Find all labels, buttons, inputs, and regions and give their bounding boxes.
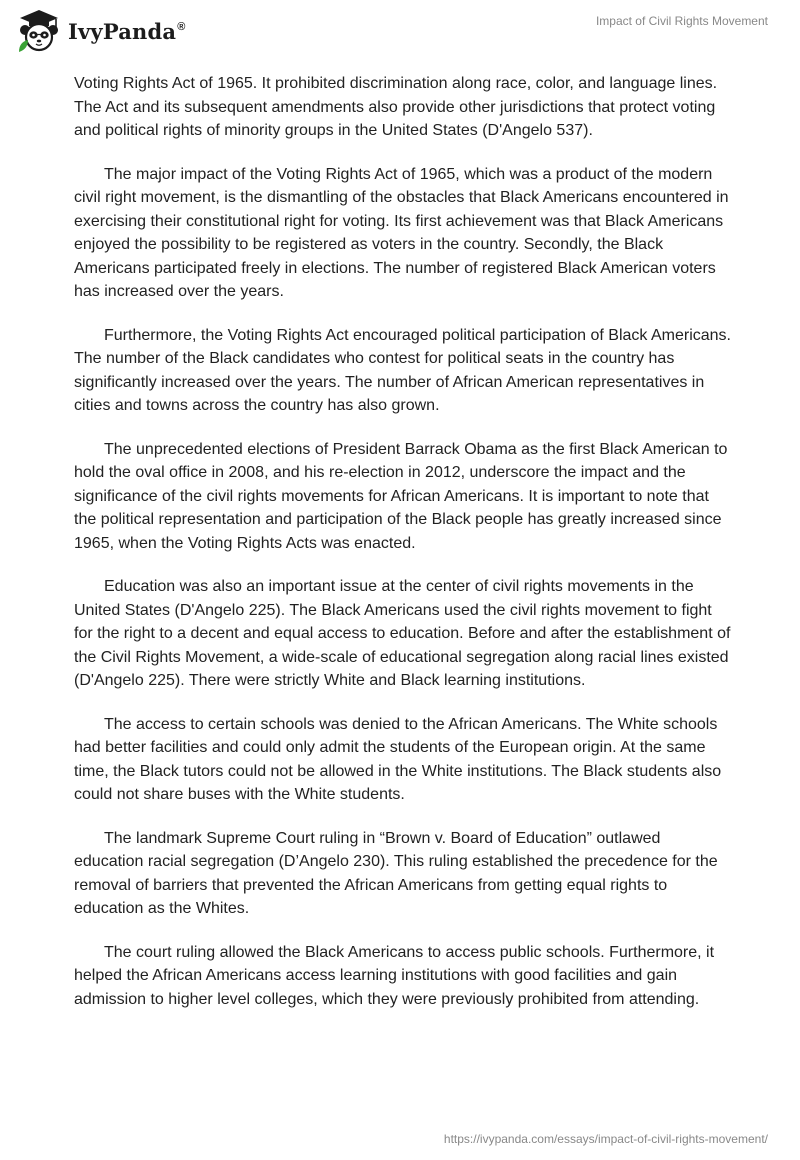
paragraph-5: Education was also an important issue at the center of civil rights movements in the United States (D'Angelo 225). The Black Americans used the civil rights movement to fight for the right to a decent and equal access to education. Before and after the establishment of the Civil Rights Movement, a wide-scale of educational segregation along racial lines existed (D'Angelo 225). There were strictly White and Black learning institutions. bbox=[74, 578, 731, 689]
paragraph-2: The major impact of the Voting Rights Act of 1965, which was a product of the modern civil right movement, is the dismantling of the obstacles that Black Americans encountered in exercising their constitutional right for voting. Its first achievement was that Black Americans enjoyed the possibility to be registered as voters in the country. Secondly, the Black Americans participated freely in elections. The number of registered Black American voters has increased over the years. bbox=[74, 165, 729, 300]
paragraph-1: Voting Rights Act of 1965. It prohibited discrimination along race, color, and language lines. The Act and its subsequent amendments also provide other jurisdictions that protect voting and political rights of minority groups in the United States (D'Angelo 537). bbox=[74, 75, 718, 139]
registered-mark: ® bbox=[177, 20, 186, 33]
paragraph-6: The access to certain schools was denied to the African Americans. The White schools had better facilities and could only admit the students of the European origin. At the same time, the Black tutors could not be allowed in the White institutions. The Black students also could not share buses with the White students. bbox=[74, 715, 722, 803]
logo-wordmark: IvyPanda® bbox=[68, 18, 186, 44]
essay-body bbox=[74, 72, 734, 1031]
ivypanda-logo[interactable] bbox=[16, 8, 186, 54]
running-title: Impact of Civil Rights Movement bbox=[595, 14, 768, 28]
source-url[interactable]: https://ivypanda.com/essays/impact-of-civil-rights-movement/ bbox=[443, 1132, 768, 1146]
page-header bbox=[0, 0, 800, 70]
paragraph-8: The court ruling allowed the Black Americans to access public schools. Furthermore, it helped the African Americans access learning institutions with good facilities and gain admission to higher level colleges, which they were previously prohibited from attending. bbox=[74, 943, 715, 1008]
paragraph-4: The unprecedented elections of President Barrack Obama as the first Black American to hold the oval office in 2008, and his re-election in 2012, underscore the impact and the significance of the civil rights movements for African Americans. It is important to note that the political representation and participation of the Black people has greatly increased since 1965, when the Voting Rights Acts was enacted. bbox=[74, 440, 728, 552]
paragraph-7: The landmark Supreme Court ruling in “Brown v. Board of Education” outlawed education racial segregation (D’Angelo 230). This ruling established the precedence for the removal of barriers that prevented the African Americans from getting equal rights to education as the Whites. bbox=[74, 829, 718, 917]
panda-graduate-icon bbox=[16, 8, 62, 54]
paragraph-3: Furthermore, the Voting Rights Act encouraged political participation of Black Americans. The number of the Black candidates who contest for political seats in the country has significantly increased over the years. The number of African American representatives in cities and towns across the country has also grown. bbox=[74, 326, 731, 414]
